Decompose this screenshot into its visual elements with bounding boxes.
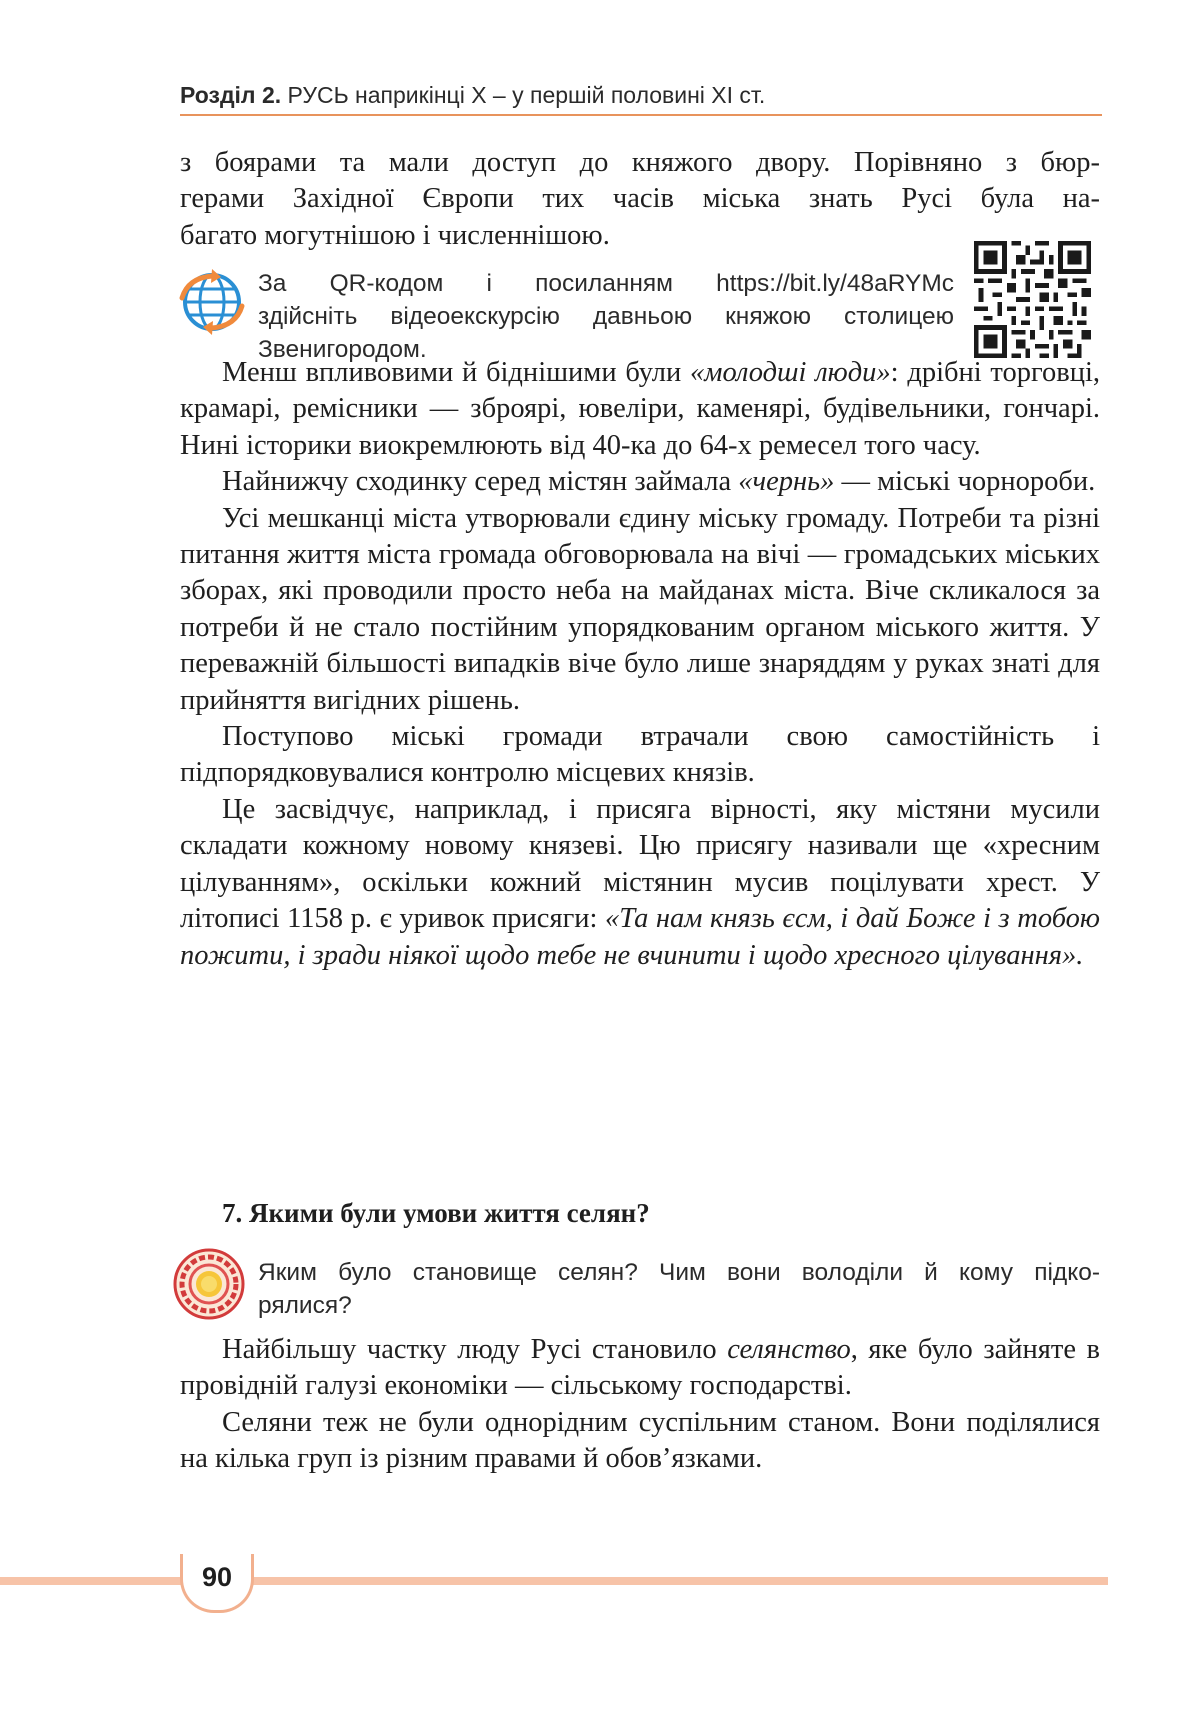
paragraph-young-people: Менш впливовими й біднішими були «молодші люди»: дрібні торговці, крамарі, ремісники — зброярі, ювеліри, каменярі, будівельники, гончарі. Нині історики виокремлюють від 40-ка до 64-х ремесел того часу. bbox=[180, 357, 1100, 461]
running-head bbox=[180, 82, 1100, 109]
paragraph-chern: Найнижчу сходинку серед містян займала «чернь» — міські чорнороби. bbox=[222, 466, 1096, 498]
intro-line: герами Західної Європи тих часів міська знать Русі була на- bbox=[180, 183, 1100, 215]
paragraph-groups: Селяни теж не були однорідним суспільним станом. Вони поділялися на кілька груп із різним правами й обов’язками. bbox=[180, 1406, 1100, 1475]
paragraph-gradual: Поступово міські громади втрачали свою самостійність і підпорядковувалися контролю місцевих князів. bbox=[180, 721, 1100, 789]
question-line: Яким було становище селян? Чим вони володіли й кому підко- bbox=[258, 1259, 1100, 1286]
section-heading: 7. Якими були умови життя селян? bbox=[222, 1198, 650, 1228]
page-number: 90 bbox=[201, 1562, 233, 1592]
qr-code-icon[interactable] bbox=[974, 241, 1091, 358]
intro-line: багато могутнішою і численнішою. bbox=[180, 219, 610, 251]
body-text-section7 bbox=[180, 1332, 1100, 1478]
section-label: Розділ 2. bbox=[180, 82, 282, 108]
term-peasantry: селянство bbox=[727, 1334, 851, 1365]
section-title: РУСЬ наприкінці X – у першій половині XI ст. bbox=[287, 82, 766, 108]
qr-note-line: Звенигородом. bbox=[258, 336, 427, 363]
oath-quote: «Та нам князь єсм, і дай Боже і з тобою пожити, і зради ніякої щодо тебе не вчинити і щодо хресного цілування». bbox=[180, 903, 1101, 971]
ornament-icon bbox=[172, 1247, 246, 1321]
paragraph-peasants: Найбільшу частку люду Русі становило селянство, яке було зайняте в провідній галузі економіки — сільському господарстві. bbox=[180, 1334, 1100, 1402]
term-young-people: «молодші люди» bbox=[690, 357, 891, 388]
question-note bbox=[258, 1256, 1100, 1322]
qr-note-line: За QR-кодом і посиланням https://bit.ly/48aRYMc bbox=[258, 270, 954, 297]
question-line: рялися? bbox=[258, 1292, 352, 1319]
intro-line: з боярами та мали доступ до княжого двору. Порівняно з бюр- bbox=[180, 147, 1100, 178]
globe-arrows-icon bbox=[178, 268, 246, 336]
paragraph-community: Усі мешканці міста утворювали єдину міську громаду. Потреби та різні питання життя міста громада обговорювала на вічі — громадських міських зборах, які проводили просто неба на майданах міста. Віче скликалося за потреби й не стало постійним упорядкованим органом міського життя. У переважній більшості випадків віче було лише знаряддям у руках знаті для прийняття вигідних рішень. bbox=[180, 502, 1100, 716]
body-text bbox=[180, 355, 1100, 974]
term-chern: «чернь» bbox=[738, 466, 835, 498]
qr-note-line: здійсніть відеоекскурсію давньою княжою столицею bbox=[258, 303, 954, 330]
header-divider bbox=[180, 114, 1102, 116]
footer-band bbox=[0, 1577, 1108, 1585]
intro-paragraph bbox=[180, 145, 1100, 254]
paragraph-oath: Це засвідчує, наприклад, і присяга вірності, яку містяни мусили складати кожному новому князеві. Цю присягу називали ще «хресним цілуванням», оскільки кожний містянин мусив поцілувати хрест. У літописі 1158 р. є уривок присяги: «Та нам князь єсм, і дай Боже і з тобою пожити, і зради ніякої щодо тебе не вчинити і щодо хресного цілування». bbox=[180, 793, 1101, 971]
qr-note bbox=[258, 267, 954, 366]
